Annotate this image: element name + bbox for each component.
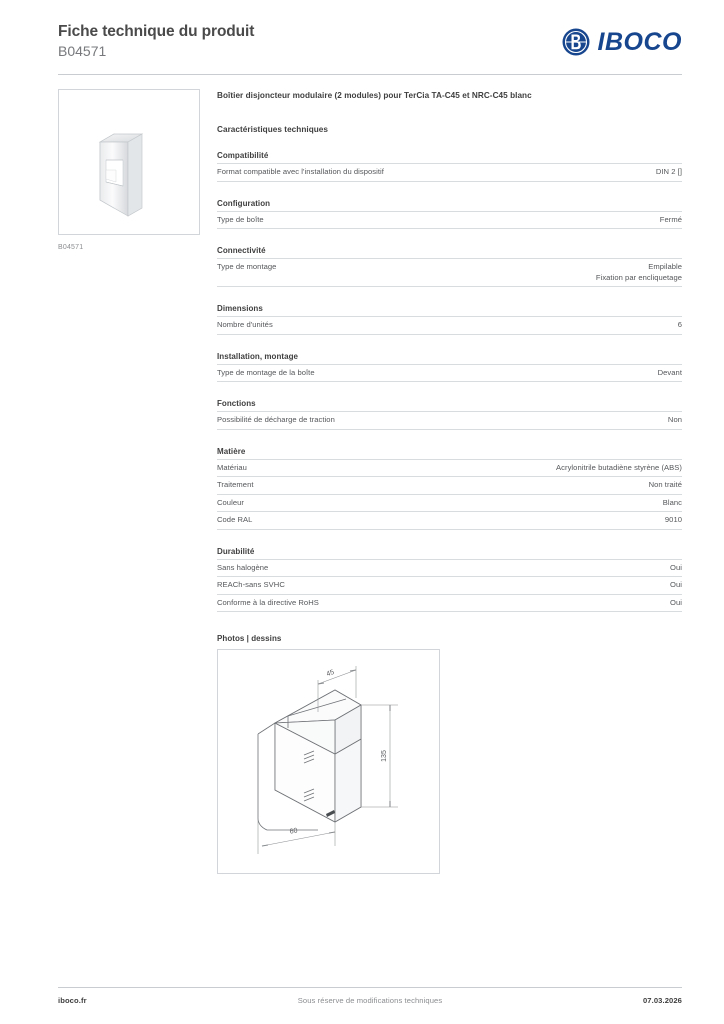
spec-value xyxy=(678,320,682,331)
spec-section-title: Dimensions xyxy=(217,304,263,313)
dimension-width-label: 45 xyxy=(325,668,336,679)
spec-section-title: Durabilité xyxy=(217,546,255,556)
spec-section-title: Compatibilité xyxy=(217,151,269,160)
dimension-depth-label: 60 xyxy=(289,827,299,836)
spec-row xyxy=(217,476,682,494)
spec-row xyxy=(217,211,682,230)
spec-section-title: Connectivité xyxy=(217,246,266,255)
technical-drawing xyxy=(217,649,440,874)
spec-section-title: Configuration xyxy=(217,198,271,208)
spec-label: Traitement xyxy=(217,480,254,489)
spec-label: Type de montage xyxy=(217,262,277,271)
spec-value xyxy=(670,563,682,574)
spec-section-title: Fonctions xyxy=(217,399,256,408)
spec-section xyxy=(217,151,682,182)
spec-value-line: Devant xyxy=(657,367,682,377)
spec-label: Type de montage de la boîte xyxy=(217,367,315,377)
footer-divider xyxy=(58,987,682,988)
product-title: Boîtier disjoncteur modulaire (2 modules) pour TerCia TA-C45 et NRC-C45 blanc xyxy=(217,91,532,100)
spec-value-line: Oui xyxy=(670,580,682,589)
page-header xyxy=(58,22,682,74)
spec-label: Nombre d'unités xyxy=(217,320,273,329)
spec-value xyxy=(668,415,682,426)
product-image xyxy=(58,89,200,235)
spec-value xyxy=(670,580,682,591)
spec-section xyxy=(217,352,682,383)
spec-section xyxy=(217,246,682,287)
footer-website[interactable]: iboco.fr xyxy=(58,996,87,1005)
spec-value xyxy=(658,368,682,379)
spec-label: REACh-sans SVHC xyxy=(217,580,285,589)
spec-value-line: Acrylonitrile butadiène styrène (ABS) xyxy=(556,462,682,472)
spec-row xyxy=(217,258,682,287)
spec-label: Type de boîte xyxy=(217,214,264,224)
spec-value-line: DIN 2 [] xyxy=(655,167,682,176)
spec-section xyxy=(217,304,682,335)
spec-value-line: Fixation par encliquetage xyxy=(595,272,682,282)
iboco-logo xyxy=(561,27,682,57)
spec-value xyxy=(663,498,682,509)
page-subtitle: B04571 xyxy=(58,43,107,59)
spec-value-line: 9010 xyxy=(664,515,682,524)
spec-label: Possibilité de décharge de traction xyxy=(217,415,335,424)
spec-label: Couleur xyxy=(217,497,244,507)
footer-disclaimer: Sous réserve de modifications techniques xyxy=(297,996,443,1005)
spec-row xyxy=(217,511,682,530)
spec-label: Code RAL xyxy=(217,515,253,524)
header-divider xyxy=(58,74,682,75)
spec-value xyxy=(649,480,682,491)
spec-section xyxy=(217,399,682,430)
spec-value-line: 6 xyxy=(677,320,682,329)
spec-section xyxy=(217,547,682,613)
spec-value xyxy=(665,515,682,526)
spec-value xyxy=(670,598,682,609)
spec-row xyxy=(217,559,682,577)
specs-sections xyxy=(217,151,682,612)
spec-value-line: Blanc xyxy=(662,497,682,507)
spec-value-line: Empilable xyxy=(648,262,682,271)
content-column xyxy=(217,90,682,874)
page-footer xyxy=(58,996,682,1010)
spec-row xyxy=(217,459,682,477)
footer-date: 07.03.2026 xyxy=(642,996,682,1005)
spec-row xyxy=(217,163,682,182)
specs-heading: Caractéristiques techniques xyxy=(217,125,329,134)
spec-value xyxy=(656,167,682,178)
iboco-emblem-icon xyxy=(561,27,591,57)
spec-label: Conforme à la directive RoHS xyxy=(217,597,319,607)
spec-section-title: Matière xyxy=(217,446,246,456)
spec-value xyxy=(556,463,682,474)
spec-value-line: Oui xyxy=(670,597,682,607)
spec-row xyxy=(217,364,682,383)
page-title: Fiche technique du produit xyxy=(58,23,255,40)
iboco-wordmark: IBOCO xyxy=(597,27,682,56)
spec-row xyxy=(217,411,682,430)
spec-row xyxy=(217,576,682,594)
dimension-height-label: 135 xyxy=(381,750,388,762)
spec-row xyxy=(217,316,682,335)
spec-label: Sans halogène xyxy=(217,562,269,572)
spec-value xyxy=(660,215,682,226)
spec-label: Format compatible avec l'installation du dispositif xyxy=(217,167,384,176)
spec-row xyxy=(217,494,682,512)
spec-value-line: Non xyxy=(667,415,682,424)
spec-value-line: Oui xyxy=(670,562,682,572)
spec-section xyxy=(217,447,682,530)
spec-label: Matériau xyxy=(217,462,247,472)
spec-value-line: Non traité xyxy=(648,480,682,489)
drawing-heading: Photos | dessins xyxy=(217,634,282,643)
spec-section xyxy=(217,199,682,230)
spec-value-line: Fermé xyxy=(659,214,682,224)
spec-row xyxy=(217,594,682,613)
spec-value xyxy=(596,262,682,283)
spec-section-title: Installation, montage xyxy=(217,351,299,361)
product-image-caption: B04571 xyxy=(58,244,84,251)
